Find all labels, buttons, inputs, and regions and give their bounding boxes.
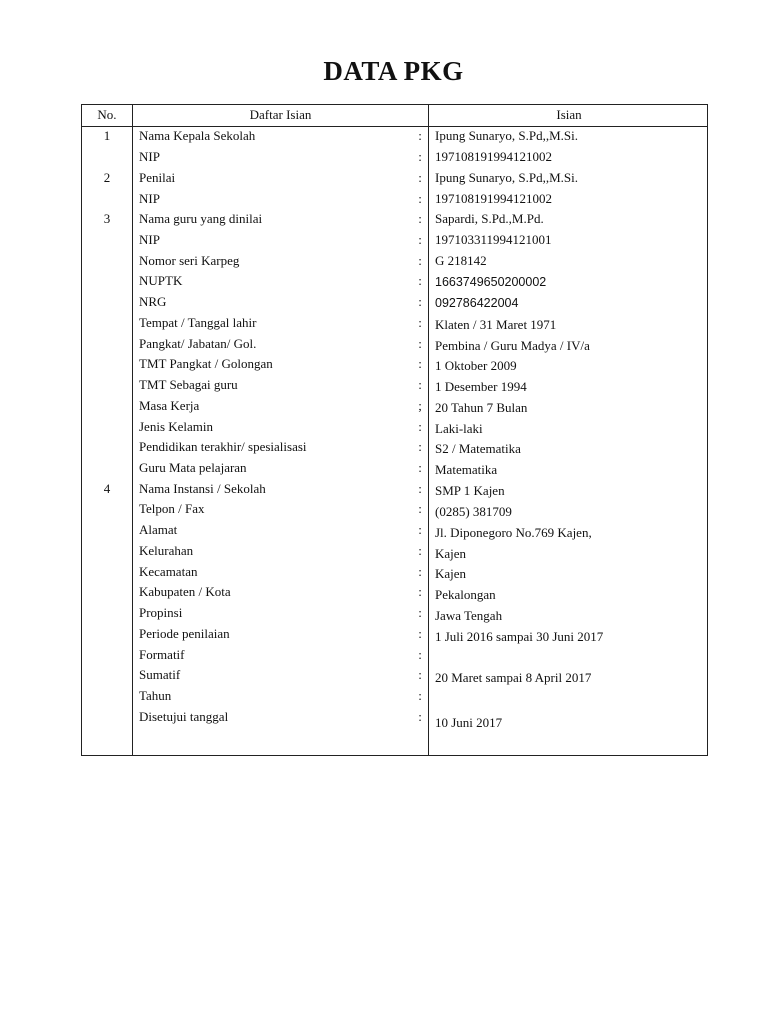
value-kecamatan: Kajen (435, 566, 467, 581)
value-guru-mapel: Matematika (435, 462, 498, 477)
colon-separator: : (418, 211, 422, 226)
colon-separator: : (418, 501, 422, 516)
label-propinsi: Propinsi (139, 605, 183, 620)
value-kabupaten: Pekalongan (435, 587, 496, 602)
label-nama-instansi: Nama Instansi / Sekolah (139, 481, 266, 496)
colon-separator: : (418, 709, 422, 724)
row-number-3: 3 (103, 211, 111, 226)
document-title: DATA PKG (323, 56, 464, 86)
label-penilai: Penilai (139, 170, 176, 185)
value-nip-guru: 197103311994121001 (435, 232, 552, 247)
colon-separator: : (418, 336, 422, 351)
label-pangkat-jabatan: Pangkat/ Jabatan/ Gol. (139, 336, 257, 351)
label-nomor-karpeg: Nomor seri Karpeg (139, 253, 240, 268)
value-nip-penilai: 197108191994121002 (435, 191, 552, 206)
value-masa-kerja: 20 Tahun 7 Bulan (435, 400, 528, 415)
value-tempat-tanggal-lahir: Klaten / 31 Maret 1971 (435, 317, 557, 332)
header-daftar-isian: Daftar Isian (249, 107, 312, 122)
colon-separator: : (418, 294, 422, 309)
label-alamat: Alamat (139, 522, 178, 537)
colon-separator: : (418, 564, 422, 579)
label-guru-mapel: Guru Mata pelajaran (139, 460, 247, 475)
value-nama-instansi: SMP 1 Kajen (435, 483, 505, 498)
label-disetujui: Disetujui tanggal (139, 709, 229, 724)
colon-separator: : (418, 419, 422, 434)
label-nip-guru: NIP (139, 232, 160, 247)
label-nama-kepala-sekolah: Nama Kepala Sekolah (139, 128, 256, 143)
colon-separator: : (418, 170, 422, 185)
label-kelurahan: Kelurahan (139, 543, 194, 558)
colon-separator: : (418, 253, 422, 268)
label-sumatif: Sumatif (139, 667, 181, 682)
label-nip-penilai: NIP (139, 191, 160, 206)
label-periode: Periode penilaian (139, 626, 230, 641)
label-nuptk: NUPTK (139, 273, 183, 288)
colon-separator: : (418, 688, 422, 703)
colon-separator: : (418, 647, 422, 662)
label-nrg: NRG (139, 294, 167, 309)
value-nomor-karpeg: G 218142 (435, 253, 487, 268)
label-tmt-pangkat: TMT Pangkat / Golongan (139, 356, 273, 371)
colon-separator: : (418, 481, 422, 496)
colon-separator: : (418, 377, 422, 392)
row-number-1: 1 (103, 128, 111, 143)
colon-separator: : (418, 315, 422, 330)
colon-separator: : (418, 605, 422, 620)
value-propinsi: Jawa Tengah (435, 608, 503, 623)
column-divider-isian (428, 105, 429, 755)
header-no: No. (97, 107, 117, 122)
value-tmt-pangkat: 1 Oktober 2009 (435, 358, 517, 373)
colon-separator: : (418, 149, 422, 164)
colon-separator: ; (418, 398, 422, 413)
row-number-2: 2 (103, 170, 111, 185)
value-nama-kepala-sekolah: Ipung Sunaryo, S.Pd,,M.Si. (435, 128, 579, 143)
header-isian: Isian (556, 107, 582, 122)
label-formatif: Formatif (139, 647, 185, 662)
colon-separator: : (418, 584, 422, 599)
value-nama-guru: Sapardi, S.Pd.,M.Pd. (435, 211, 544, 226)
row-number-4: 4 (103, 481, 111, 496)
colon-separator: : (418, 128, 422, 143)
value-jenis-kelamin: Laki-laki (435, 421, 483, 436)
label-pendidikan: Pendidikan terakhir/ spesialisasi (139, 439, 307, 454)
label-tempat-tanggal-lahir: Tempat / Tanggal lahir (139, 315, 257, 330)
label-telpon: Telpon / Fax (139, 501, 205, 516)
label-nip-kepala: NIP (139, 149, 160, 164)
value-nrg: 092786422004 (435, 296, 519, 310)
label-masa-kerja: Masa Kerja (139, 398, 200, 413)
value-kelurahan: Kajen (435, 546, 467, 561)
colon-separator: : (418, 522, 422, 537)
colon-separator: : (418, 356, 422, 371)
colon-separator: : (418, 191, 422, 206)
value-telpon: (0285) 381709 (435, 504, 512, 519)
colon-separator: : (418, 667, 422, 682)
colon-separator: : (418, 460, 422, 475)
value-alamat: Jl. Diponegoro No.769 Kajen, (435, 525, 592, 540)
value-pangkat-jabatan: Pembina / Guru Madya / IV/a (435, 338, 590, 353)
header-divider (82, 126, 707, 127)
value-tmt-guru: 1 Desember 1994 (435, 379, 527, 394)
column-divider-no (132, 105, 133, 755)
colon-separator: : (418, 232, 422, 247)
value-nip-kepala: 197108191994121002 (435, 149, 552, 164)
colon-separator: : (418, 543, 422, 558)
value-sumatif: 20 Maret sampai 8 April 2017 (435, 670, 592, 685)
label-kabupaten: Kabupaten / Kota (139, 584, 231, 599)
value-nuptk: 1663749650200002 (435, 275, 547, 289)
colon-separator: : (418, 626, 422, 641)
colon-separator: : (418, 439, 422, 454)
value-periode: 1 Juli 2016 sampai 30 Juni 2017 (435, 629, 604, 644)
label-kecamatan: Kecamatan (139, 564, 198, 579)
value-disetujui: 10 Juni 2017 (435, 715, 503, 730)
label-tahun: Tahun (139, 688, 172, 703)
label-nama-guru: Nama guru yang dinilai (139, 211, 263, 226)
value-penilai: Ipung Sunaryo, S.Pd,,M.Si. (435, 170, 579, 185)
data-table (81, 104, 708, 756)
value-pendidikan: S2 / Matematika (435, 441, 521, 456)
colon-separator: : (418, 273, 422, 288)
label-tmt-guru: TMT Sebagai guru (139, 377, 238, 392)
label-jenis-kelamin: Jenis Kelamin (139, 419, 214, 434)
